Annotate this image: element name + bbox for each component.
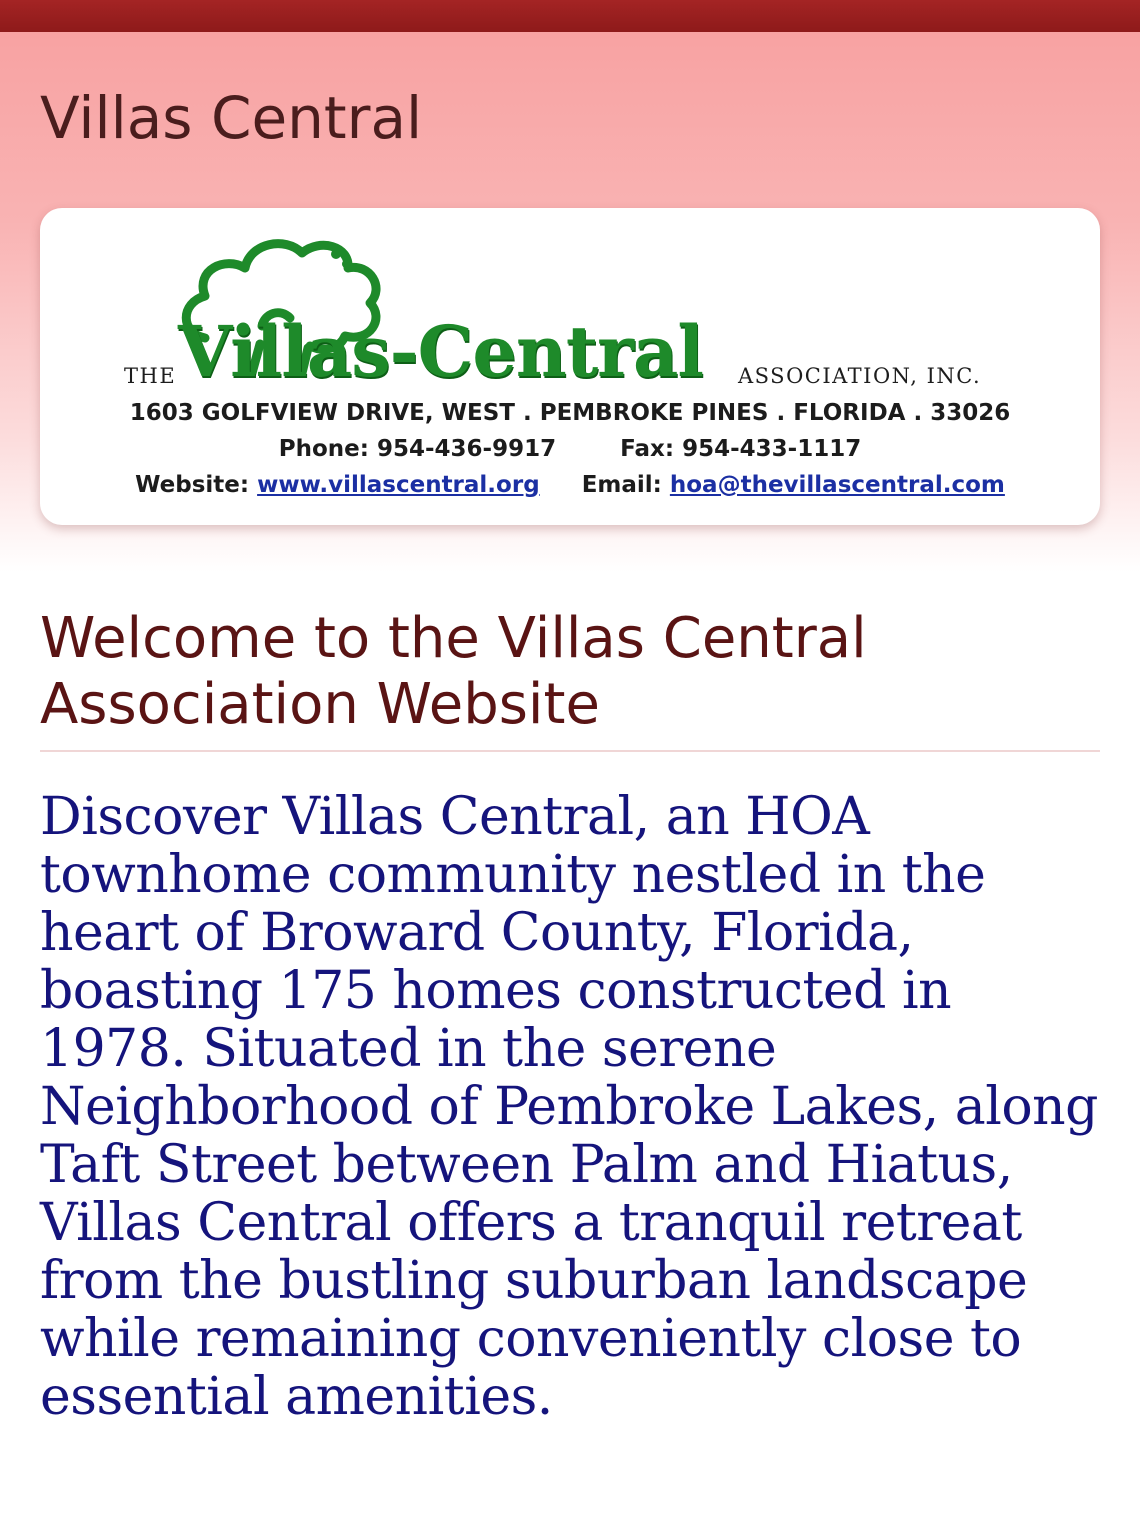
fax-number: 954-433-1117	[682, 436, 862, 462]
top-bar	[0, 0, 1140, 32]
website-group	[135, 472, 540, 498]
email-group	[582, 472, 1005, 498]
email-label: Email:	[581, 472, 662, 498]
divider	[40, 750, 1100, 752]
phone-group	[279, 436, 556, 462]
phone-number: 954-436-9917	[376, 436, 557, 462]
welcome-heading: Welcome to the Villas Central Association Website	[40, 606, 867, 737]
address-line: 1603 GOLFVIEW DRIVE, WEST . PEMBROKE PINES . FLORIDA . 33026	[129, 400, 1011, 426]
website-link[interactable]: www.villascentral.org	[257, 472, 540, 498]
logo-prefix: THE	[124, 364, 177, 388]
website-label: Website:	[135, 472, 250, 498]
logo-suffix: ASSOCIATION, INC.	[738, 364, 982, 388]
site-title[interactable]: Villas Central	[40, 84, 423, 152]
logo-wordmark: Villas-Central	[178, 310, 703, 393]
logo-card	[40, 208, 1100, 525]
intro-paragraph: Discover Villas Central, an HOA townhome community nestled in the heart of Broward County, Florida, boasting 175 homes constructed in 1978. Situated in the serene Neighborhood of Pembroke Lakes, along Taft Street between Palm and Hiatus, Villas Central offers a tranquil retreat from the bustling suburban landscape while remaining conveniently close to essential amenities.	[40, 787, 1098, 1427]
web-email-line	[40, 472, 1100, 498]
phone-fax-line	[40, 436, 1100, 462]
fax-group	[620, 436, 861, 462]
phone-label: Phone:	[278, 436, 369, 462]
email-link[interactable]: hoa@thevillascentral.com	[669, 472, 1005, 498]
fax-label: Fax:	[620, 436, 675, 462]
